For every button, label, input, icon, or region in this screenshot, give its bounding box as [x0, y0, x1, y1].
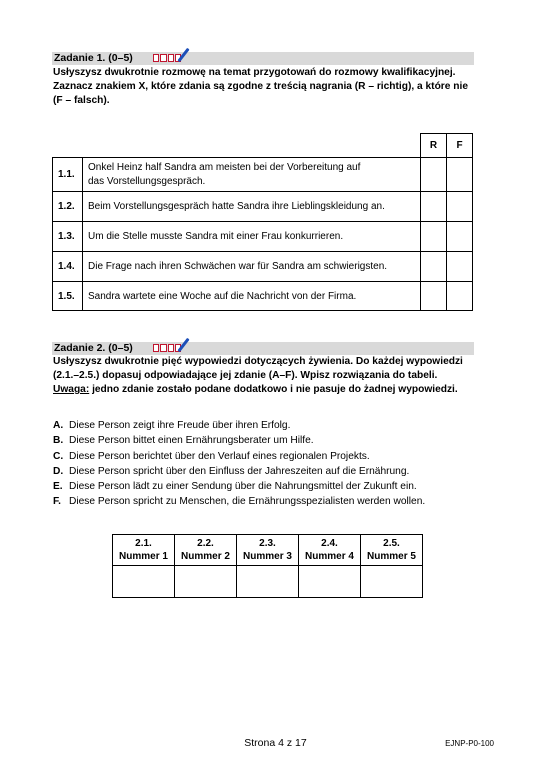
- statement-line: Onkel Heinz half Sandra am meisten bei der Vorbereitung auf: [88, 161, 361, 173]
- option-letter: A.: [53, 420, 64, 431]
- answer-column-header: [361, 535, 423, 566]
- option-letter: B.: [53, 435, 64, 447]
- statement-text: Die Frage nach ihren Schwächen war für Sandra am schwierigsten.: [83, 252, 421, 282]
- list-item: [53, 449, 425, 464]
- answer-cell[interactable]: [113, 566, 175, 598]
- task2-instruction-line: Usłyszysz dwukrotnie pięć wypowiedzi dotyczących żywienia. Do każdej wypowiedzi: [53, 356, 463, 367]
- answer-column-header: [299, 535, 361, 566]
- task2-instruction-line: (2.1.–2.5.) dopasuj odpowiadające jej zdanie (A–F). Wpisz rozwiązania do tabeli.: [53, 370, 438, 381]
- statement-line: das Vorstellungsgespräch.: [88, 175, 206, 187]
- statement-number: 1.1.: [53, 158, 83, 192]
- task1-title: Zadanie 1. (0–5): [54, 52, 133, 64]
- option-list: [53, 418, 425, 510]
- answer-r-box[interactable]: [421, 252, 447, 282]
- option-text: Diese Person bittet einen Ernährungsberater um Hilfe.: [69, 435, 314, 447]
- option-letter: F.: [53, 496, 61, 508]
- task2-note: [53, 383, 478, 397]
- table-row: [53, 222, 473, 252]
- audio-cassette-icon: [153, 54, 181, 62]
- answer-input-row: [113, 566, 423, 598]
- statement-number: 1.2.: [53, 192, 83, 222]
- answer-column-header: [113, 535, 175, 566]
- answer-cell[interactable]: [361, 566, 423, 598]
- answer-column-number: 2.3.: [259, 538, 276, 549]
- statement-number: 1.4.: [53, 252, 83, 282]
- answer-column-label: Nummer 3: [243, 551, 292, 562]
- option-text: Diese Person berichtet über den Verlauf eines regionalen Projekts.: [69, 450, 370, 462]
- answer-f-box[interactable]: [447, 222, 473, 252]
- answer-column-label: Nummer 2: [181, 551, 230, 562]
- true-false-table: [52, 133, 473, 311]
- answer-header-row: [113, 535, 423, 566]
- page-number: Strona 4 z 17: [244, 737, 307, 749]
- task1-instruction-line: Usłyszysz dwukrotnie rozmowę na temat przygotowań do rozmowy kwalifikacyjnej.: [53, 67, 456, 78]
- option-letter: C.: [53, 450, 64, 462]
- task1-instruction: [53, 66, 478, 108]
- task1-instruction-line: (F – falsch).: [53, 95, 110, 106]
- task2-instruction: [53, 355, 478, 397]
- note-text: jedno zdanie zostało podane dodatkowo i nie pasuje do żadnej wypowiedzi.: [89, 384, 458, 395]
- answer-column-header: [237, 535, 299, 566]
- option-letter: D.: [53, 465, 64, 477]
- list-item: [53, 494, 425, 509]
- task1-instruction-line: Zaznacz znakiem X, które zdania są zgodne z treścią nagrania (R – richtig), a które nie: [53, 81, 468, 92]
- table-row: [53, 192, 473, 222]
- statement-number: 1.5.: [53, 282, 83, 311]
- option-text: Diese Person zeigt ihre Freude über ihren Erfolg.: [69, 420, 291, 431]
- answer-table: [112, 534, 423, 598]
- answer-column-label: Nummer 5: [367, 551, 416, 562]
- statement-text: Um die Stelle musste Sandra mit einer Frau konkurrieren.: [83, 222, 421, 252]
- answer-column-number: 2.1.: [135, 538, 152, 549]
- answer-f-box[interactable]: [447, 252, 473, 282]
- table-row: [53, 252, 473, 282]
- list-item: [53, 464, 425, 479]
- table-row: [53, 158, 473, 192]
- audio-cassette-icon: [153, 344, 181, 352]
- answer-column-number: 2.2.: [197, 538, 214, 549]
- col-f-header: F: [447, 134, 473, 158]
- option-letter: E.: [53, 481, 63, 493]
- answer-column-number: 2.5.: [383, 538, 400, 549]
- answer-r-box[interactable]: [421, 192, 447, 222]
- list-item: [53, 418, 425, 433]
- answer-f-box[interactable]: [447, 282, 473, 311]
- note-label: Uwaga:: [53, 384, 90, 395]
- statement-number: 1.3.: [53, 222, 83, 252]
- table-row: [53, 282, 473, 311]
- answer-f-box[interactable]: [447, 158, 473, 192]
- list-item: [53, 433, 425, 448]
- col-r-header: R: [421, 134, 447, 158]
- option-text: Diese Person spricht zu Menschen, die Ernährungsspezialisten werden wollen.: [69, 496, 426, 508]
- task2-title: Zadanie 2. (0–5): [54, 342, 133, 354]
- list-item: [53, 479, 425, 494]
- table-header-row: [53, 134, 473, 158]
- answer-r-box[interactable]: [421, 158, 447, 192]
- answer-r-box[interactable]: [421, 222, 447, 252]
- statement-text: Sandra wartete eine Woche auf die Nachricht von der Firma.: [83, 282, 421, 311]
- option-text: Diese Person lädt zu einer Sendung über die Nahrungsmittel der Zukunft ein.: [69, 481, 417, 493]
- option-text: Diese Person spricht über den Einfluss der Jahreszeiten auf die Ernährung.: [69, 465, 410, 477]
- answer-column-label: Nummer 1: [119, 551, 168, 562]
- statement-text: Beim Vorstellungsgespräch hatte Sandra ihre Lieblingskleidung an.: [83, 192, 421, 222]
- answer-f-box[interactable]: [447, 192, 473, 222]
- answer-cell[interactable]: [237, 566, 299, 598]
- answer-column-label: Nummer 4: [305, 551, 354, 562]
- document-code: EJNP-P0-100: [445, 739, 494, 748]
- answer-r-box[interactable]: [421, 282, 447, 311]
- answer-cell[interactable]: [299, 566, 361, 598]
- answer-cell[interactable]: [175, 566, 237, 598]
- answer-column-number: 2.4.: [321, 538, 338, 549]
- statement-text: [83, 158, 421, 192]
- answer-column-header: [175, 535, 237, 566]
